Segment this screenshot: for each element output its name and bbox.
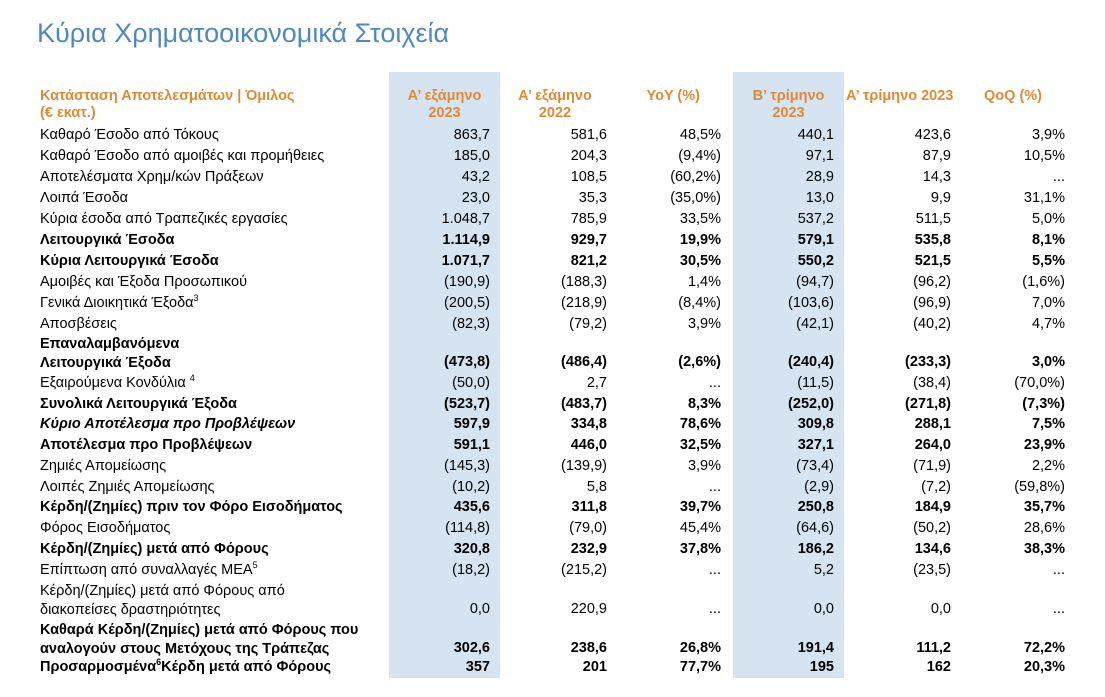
cell-h1-2022: 35,3 [578,190,607,206]
table-row [0,518,1105,539]
table-row [0,373,1105,394]
cell-yoy: 8,3% [687,396,721,412]
cell-h1-2022: 108,5 [570,169,607,185]
cell-h1-2023: (473,8) [444,354,490,370]
cell-yoy: (35,0%) [670,190,721,206]
row-label: Φόρος Εισοδήματος [40,520,171,536]
cell-q2-2023: 309,8 [797,416,834,432]
cell-q2-2023: 440,1 [797,127,834,143]
cell-qoq: (7,3%) [1022,396,1065,412]
cell-q2-2023: 13,0 [805,190,834,206]
cell-h1-2022: 204,3 [570,148,607,164]
row-label: Κέρδη/(Ζημίες) πριν τον Φόρο Εισοδήματος [40,499,343,515]
cell-yoy: 3,9% [687,458,721,474]
cell-q1-2023: (7,2) [921,479,951,495]
table-row [0,167,1105,188]
cell-qoq: ... [1052,562,1065,578]
cell-yoy: ... [708,562,721,578]
cell-qoq: ... [1052,601,1065,617]
cell-h1-2023: (50,0) [452,375,490,391]
cell-h1-2022: 334,8 [570,416,607,432]
cell-q1-2023: 14,3 [922,169,951,185]
cell-h1-2022: 581,6 [570,127,607,143]
cell-h1-2023: 43,2 [461,169,490,185]
cell-yoy: 78,6% [679,416,721,432]
row-label: Αποτελέσματα Χρημ/κών Πράξεων [40,169,264,185]
table-row [0,394,1105,415]
cell-qoq: 7,0% [1031,295,1065,311]
cell-yoy: 30,5% [679,253,721,269]
cell-yoy: 45,4% [679,520,721,536]
cell-q1-2023: 0,0 [930,601,951,617]
cell-h1-2022: 929,7 [570,232,607,248]
cell-q1-2023: (71,9) [913,458,951,474]
cell-yoy: (9,4%) [678,148,721,164]
cell-qoq: 8,1% [1031,232,1065,248]
cell-h1-2022: 238,6 [570,640,607,656]
cell-q2-2023: (73,4) [796,458,834,474]
cell-h1-2022: (486,4) [561,354,607,370]
cell-yoy: 77,7% [679,659,721,675]
cell-q1-2023: 264,0 [914,437,951,453]
cell-yoy: (2,6%) [678,354,721,370]
cell-q2-2023: 195 [809,659,834,675]
table-row [0,335,1105,373]
cell-qoq: 2,2% [1031,458,1065,474]
cell-h1-2023: 1.048,7 [441,211,490,227]
cell-h1-2022: 311,8 [571,499,607,515]
cell-h1-2023: 863,7 [453,127,490,143]
header-q2-2023: Β’ τρίμηνο 2023 [752,88,825,121]
footnote-ref: 6 [156,657,162,668]
cell-h1-2023: 0,0 [469,601,490,617]
cell-yoy: (60,2%) [670,169,721,185]
cell-q1-2023: (96,2) [913,274,951,290]
cell-q1-2023: 511,5 [915,211,951,227]
cell-q2-2023: 250,8 [797,499,834,515]
cell-h1-2022: (215,2) [561,562,607,578]
header-qoq: QoQ (%) [984,88,1042,104]
cell-qoq: 31,1% [1023,190,1065,206]
cell-q1-2023: (271,8) [905,396,951,412]
cell-h1-2022: 446,0 [570,437,607,453]
table-row [0,146,1105,167]
cell-yoy: 3,9% [687,316,721,332]
table-row [0,582,1105,620]
cell-h1-2022: (79,0) [569,520,607,536]
table-header-label: Κατάσταση Αποτελεσμάτων | Όμιλος (€ εκατ.) [40,88,295,121]
cell-q2-2023: 537,2 [797,211,834,227]
cell-h1-2023: 320,8 [453,541,490,557]
table-row [0,272,1105,293]
cell-q2-2023: (94,7) [796,274,834,290]
cell-q1-2023: 134,6 [914,541,951,557]
cell-q2-2023: (2,9) [804,479,834,495]
row-label: Κύρια Λειτουργικά Έσοδα [40,253,219,269]
cell-yoy: ... [708,601,721,617]
cell-h1-2023: 185,0 [453,148,490,164]
row-label: Λοιπά Έσοδα [40,190,129,206]
cell-h1-2022: (188,3) [561,274,607,290]
cell-h1-2023: 1.114,9 [442,232,490,248]
table-row [0,209,1105,230]
cell-q1-2023: (96,9) [913,295,951,311]
table-row [0,293,1105,314]
table-row [0,477,1105,498]
row-label: Επίπτωση από συναλλαγές ΜΕΑ$^5$ [40,560,258,578]
table-row [0,251,1105,272]
cell-yoy: ... [708,375,721,391]
table-row [0,435,1105,456]
cell-yoy: 48,5% [679,127,721,143]
row-label: Αποσβέσεις [40,316,117,332]
row-label: Αποτέλεσμα προ Προβλέψεων [40,437,253,453]
cell-q2-2023: (252,0) [788,396,834,412]
cell-h1-2022: (79,2) [569,316,607,332]
table-row [0,657,1105,678]
cell-q1-2023: 87,9 [922,148,951,164]
header-h1-2022: Α’ εξάμηνο 2022 [518,88,592,121]
cell-q2-2023: (240,4) [788,354,834,370]
table-row [0,497,1105,518]
cell-h1-2023: (114,8) [445,520,490,536]
cell-qoq: 10,5% [1023,148,1065,164]
row-label: Καθαρό Έσοδο από Τόκους [40,127,219,143]
table-row [0,414,1105,435]
cell-q1-2023: 288,1 [914,416,951,432]
row-label: Κέρδη/(Ζημίες) μετά από Φόρους [40,541,269,557]
header-q1-2023: Α’ τρίμηνο 2023 [846,88,954,104]
footnote-ref: 5 [252,560,258,571]
cell-qoq: (59,8%) [1014,479,1065,495]
cell-q2-2023: (64,6) [796,520,834,536]
cell-q2-2023: 97,1 [805,148,834,164]
cell-q1-2023: 9,9 [930,190,951,206]
header-yoy: YoY (%) [646,88,700,104]
cell-h1-2023: (523,7) [444,396,490,412]
cell-h1-2023: 302,6 [453,640,490,656]
page-title: Κύρια Χρηματοοικονομικά Στοιχεία [37,18,450,48]
cell-h1-2022: (139,9) [561,458,607,474]
cell-q2-2023: 327,1 [797,437,834,453]
row-label: Γενικά Διοικητικά Έξοδα$^3$ [40,293,199,311]
row-label: Κύριο Αποτέλεσμα προ Προβλέψεων [40,416,296,432]
table-row [0,188,1105,209]
row-label: Επαναλαμβανόμενα Λειτουργικά Έξοδα [40,336,180,371]
row-label: Προσαρμοσμένα$^6$Κέρδη μετά από Φόρους [40,657,332,675]
cell-q2-2023: (11,5) [797,375,834,391]
row-label: Συνολικά Λειτουργικά Έξοδα [40,396,237,412]
cell-h1-2022: (218,9) [561,295,607,311]
cell-qoq: 23,9% [1023,437,1065,453]
cell-yoy: 26,8% [679,640,721,656]
cell-qoq: (1,6%) [1022,274,1065,290]
cell-yoy: 37,8% [679,541,721,557]
row-label: Κέρδη/(Ζημίες) μετά από Φόρους από διακοπείσες δραστηριότητες [40,583,285,618]
cell-h1-2023: 435,6 [453,499,490,515]
cell-q2-2023: 28,9 [805,169,834,185]
row-label: Λοιπές Ζημιές Απομείωσης [40,479,215,495]
cell-q1-2023: 111,2 [916,640,951,656]
cell-h1-2023: (190,9) [444,274,490,290]
cell-h1-2022: 232,9 [570,541,607,557]
table-row [0,456,1105,477]
cell-q2-2023: 186,2 [797,541,834,557]
cell-q2-2023: 0,0 [813,601,834,617]
cell-h1-2023: (200,5) [444,295,490,311]
cell-h1-2022: 2,7 [586,375,607,391]
cell-q2-2023: 191,4 [797,640,834,656]
cell-h1-2023: 357 [465,659,490,675]
cell-qoq: 35,7% [1023,499,1065,515]
cell-qoq: 5,5% [1031,253,1065,269]
cell-h1-2023: (10,2) [452,479,490,495]
cell-qoq: (70,0%) [1014,375,1065,391]
cell-h1-2023: (18,2) [452,562,490,578]
cell-qoq: 3,9% [1031,127,1065,143]
cell-qoq: 28,6% [1023,520,1065,536]
table-row [0,560,1105,581]
cell-yoy: ... [708,479,721,495]
cell-qoq: 3,0% [1031,354,1065,370]
footnote-ref: 3 [193,293,199,304]
cell-yoy: 32,5% [679,437,721,453]
row-label: Εξαιρούμενα Κονδύλια $^4$ [40,373,195,391]
cell-h1-2022: (483,7) [561,396,607,412]
cell-h1-2023: 591,1 [453,437,490,453]
cell-q1-2023: 521,5 [914,253,951,269]
row-label: Κύρια έσοδα από Τραπεζικές εργασίες [40,211,288,227]
cell-h1-2022: 220,9 [570,601,607,617]
row-label: Λειτουργικά Έσοδα [40,232,175,248]
table-row [0,125,1105,146]
table-row [0,230,1105,251]
row-label: Καθαρά Κέρδη/(Ζημίες) μετά από Φόρους που αναλογούν στους Μετόχους της Τράπεζας [40,622,359,657]
header-h1-2023: Α’ εξάμηνο 2023 [407,88,482,121]
cell-q2-2023: 5,2 [813,562,834,578]
cell-q1-2023: 184,9 [914,499,951,515]
table-row [0,621,1105,659]
footnote-ref: 4 [189,373,195,384]
cell-qoq: 4,7% [1031,316,1065,332]
cell-h1-2023: 1.071,7 [441,253,490,269]
cell-qoq: ... [1052,169,1065,185]
cell-h1-2022: 821,2 [570,253,607,269]
cell-qoq: 5,0% [1031,211,1065,227]
cell-qoq: 72,2% [1023,640,1065,656]
cell-yoy: (8,4%) [678,295,721,311]
cell-q2-2023: (103,6) [788,295,834,311]
cell-q1-2023: 535,8 [914,232,951,248]
cell-h1-2022: 5,8 [586,479,607,495]
cell-h1-2023: 23,0 [461,190,490,206]
cell-q1-2023: (38,4) [913,375,951,391]
cell-qoq: 7,5% [1031,416,1065,432]
cell-q1-2023: (50,2) [913,520,951,536]
cell-q2-2023: 550,2 [797,253,834,269]
cell-q2-2023: 579,1 [797,232,834,248]
cell-yoy: 33,5% [679,211,721,227]
cell-q1-2023: (23,5) [913,562,951,578]
cell-h1-2022: 201 [582,659,607,675]
cell-q2-2023: (42,1) [796,316,834,332]
cell-yoy: 19,9% [679,232,721,248]
cell-qoq: 38,3% [1023,541,1065,557]
cell-yoy: 39,7% [679,499,721,515]
cell-h1-2023: 597,9 [453,416,490,432]
table-row [0,539,1105,560]
cell-yoy: 1,4% [687,274,721,290]
cell-q1-2023: 162 [926,659,951,675]
row-label: Ζημιές Απομείωσης [40,458,167,474]
cell-qoq: 20,3% [1023,659,1065,675]
row-label: Αμοιβές και Έξοδα Προσωπικού [40,274,248,290]
cell-h1-2022: 785,9 [570,211,607,227]
table-row [0,314,1105,335]
cell-h1-2023: (82,3) [452,316,490,332]
cell-q1-2023: 423,6 [914,127,951,143]
row-label: Καθαρό Έσοδο από αμοιβές και προμήθειες [40,148,325,164]
cell-h1-2023: (145,3) [444,458,490,474]
cell-q1-2023: (233,3) [905,354,951,370]
cell-q1-2023: (40,2) [913,316,951,332]
